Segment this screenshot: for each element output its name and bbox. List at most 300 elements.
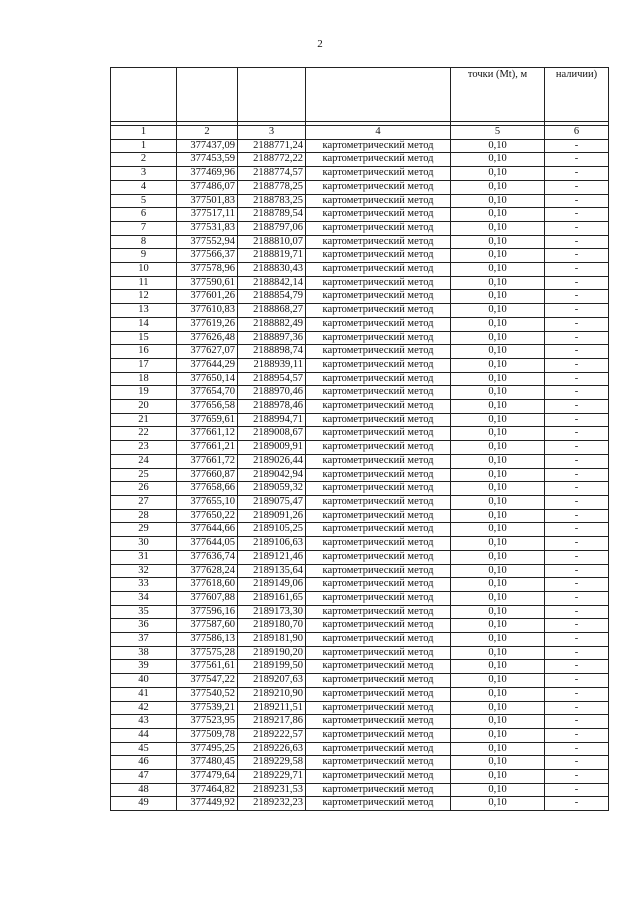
table-row — [111, 358, 609, 372]
point-number-cell: 47 — [111, 770, 177, 784]
method-cell: картометрический метод — [306, 386, 451, 400]
note-cell: - — [545, 331, 609, 345]
note-cell: - — [545, 454, 609, 468]
column-number: 2 — [177, 126, 238, 140]
accuracy-cell: 0,10 — [451, 783, 545, 797]
point-number-cell: 10 — [111, 263, 177, 277]
point-number-cell: 18 — [111, 372, 177, 386]
accuracy-cell: 0,10 — [451, 687, 545, 701]
point-number-cell: 19 — [111, 386, 177, 400]
table-row — [111, 413, 609, 427]
method-cell: картометрический метод — [306, 194, 451, 208]
note-cell: - — [545, 345, 609, 359]
accuracy-cell: 0,10 — [451, 605, 545, 619]
x-coordinate-cell: 377531,83 — [177, 221, 238, 235]
method-cell: картометрический метод — [306, 304, 451, 318]
point-number-cell: 35 — [111, 605, 177, 619]
table-row — [111, 783, 609, 797]
column-number: 3 — [238, 126, 306, 140]
method-cell: картометрический метод — [306, 331, 451, 345]
table-row — [111, 304, 609, 318]
note-cell: - — [545, 482, 609, 496]
column-number: 4 — [306, 126, 451, 140]
x-coordinate-cell: 377590,61 — [177, 276, 238, 290]
accuracy-cell: 0,10 — [451, 523, 545, 537]
y-coordinate-cell: 2189210,90 — [238, 687, 306, 701]
point-number-cell: 43 — [111, 715, 177, 729]
y-coordinate-cell: 2189026,44 — [238, 454, 306, 468]
table-row — [111, 345, 609, 359]
note-cell: - — [545, 358, 609, 372]
method-cell: картометрический метод — [306, 235, 451, 249]
note-cell: - — [545, 495, 609, 509]
note-cell: - — [545, 715, 609, 729]
point-number-cell: 28 — [111, 509, 177, 523]
accuracy-cell: 0,10 — [451, 454, 545, 468]
x-coordinate-cell: 377619,26 — [177, 317, 238, 331]
note-cell: - — [545, 742, 609, 756]
table-row — [111, 770, 609, 784]
table-row — [111, 509, 609, 523]
y-coordinate-cell: 2189075,47 — [238, 495, 306, 509]
table-row — [111, 715, 609, 729]
x-coordinate-cell: 377501,83 — [177, 194, 238, 208]
x-coordinate-cell: 377453,59 — [177, 153, 238, 167]
table-row — [111, 468, 609, 482]
table-header-row — [111, 68, 609, 122]
accuracy-cell: 0,10 — [451, 633, 545, 647]
note-cell: - — [545, 550, 609, 564]
y-coordinate-cell: 2189199,50 — [238, 660, 306, 674]
accuracy-cell: 0,10 — [451, 591, 545, 605]
note-cell: - — [545, 413, 609, 427]
table-row — [111, 167, 609, 181]
point-number-cell: 22 — [111, 427, 177, 441]
x-coordinate-cell: 377644,29 — [177, 358, 238, 372]
header-cell-3 — [238, 68, 306, 122]
accuracy-cell: 0,10 — [451, 646, 545, 660]
y-coordinate-cell: 2189106,63 — [238, 537, 306, 551]
y-coordinate-cell: 2189180,70 — [238, 619, 306, 633]
x-coordinate-cell: 377644,66 — [177, 523, 238, 537]
page-number: 2 — [317, 38, 323, 50]
table-row — [111, 550, 609, 564]
method-cell: картометрический метод — [306, 578, 451, 592]
accuracy-cell: 0,10 — [451, 139, 545, 153]
note-cell: - — [545, 263, 609, 277]
point-number-cell: 31 — [111, 550, 177, 564]
note-cell: - — [545, 646, 609, 660]
accuracy-cell: 0,10 — [451, 180, 545, 194]
table-row — [111, 263, 609, 277]
x-coordinate-cell: 377661,12 — [177, 427, 238, 441]
x-coordinate-cell: 377561,61 — [177, 660, 238, 674]
y-coordinate-cell: 2188778,25 — [238, 180, 306, 194]
accuracy-cell: 0,10 — [451, 701, 545, 715]
accuracy-cell: 0,10 — [451, 550, 545, 564]
note-cell: - — [545, 249, 609, 263]
note-cell: - — [545, 180, 609, 194]
accuracy-cell: 0,10 — [451, 358, 545, 372]
note-cell: - — [545, 564, 609, 578]
x-coordinate-cell: 377575,28 — [177, 646, 238, 660]
table-row — [111, 646, 609, 660]
y-coordinate-cell: 2189231,53 — [238, 783, 306, 797]
x-coordinate-cell: 377464,82 — [177, 783, 238, 797]
note-cell: - — [545, 400, 609, 414]
y-coordinate-cell: 2189229,71 — [238, 770, 306, 784]
point-number-cell: 27 — [111, 495, 177, 509]
method-cell: картометрический метод — [306, 742, 451, 756]
point-number-cell: 11 — [111, 276, 177, 290]
note-cell: - — [545, 208, 609, 222]
table-row — [111, 427, 609, 441]
method-cell: картометрический метод — [306, 783, 451, 797]
point-number-cell: 42 — [111, 701, 177, 715]
x-coordinate-cell: 377479,64 — [177, 770, 238, 784]
x-coordinate-cell: 377587,60 — [177, 619, 238, 633]
table-row — [111, 495, 609, 509]
method-cell: картометрический метод — [306, 797, 451, 811]
point-number-cell: 5 — [111, 194, 177, 208]
x-coordinate-cell: 377578,96 — [177, 263, 238, 277]
accuracy-cell: 0,10 — [451, 674, 545, 688]
note-cell: - — [545, 304, 609, 318]
accuracy-cell: 0,10 — [451, 276, 545, 290]
point-number-cell: 44 — [111, 728, 177, 742]
x-coordinate-cell: 377586,13 — [177, 633, 238, 647]
x-coordinate-cell: 377552,94 — [177, 235, 238, 249]
y-coordinate-cell: 2189211,51 — [238, 701, 306, 715]
method-cell: картометрический метод — [306, 400, 451, 414]
note-cell: - — [545, 153, 609, 167]
table-row — [111, 180, 609, 194]
coordinates-table — [110, 67, 609, 811]
y-coordinate-cell: 2188789,54 — [238, 208, 306, 222]
x-coordinate-cell: 377661,72 — [177, 454, 238, 468]
note-cell: - — [545, 167, 609, 181]
table-row — [111, 400, 609, 414]
header-cell-2 — [177, 68, 238, 122]
point-number-cell: 14 — [111, 317, 177, 331]
accuracy-cell: 0,10 — [451, 372, 545, 386]
point-number-cell: 23 — [111, 441, 177, 455]
note-cell: - — [545, 276, 609, 290]
point-number-cell: 17 — [111, 358, 177, 372]
table-row — [111, 674, 609, 688]
table-row — [111, 221, 609, 235]
point-number-cell: 41 — [111, 687, 177, 701]
accuracy-cell: 0,10 — [451, 331, 545, 345]
method-cell: картометрический метод — [306, 180, 451, 194]
x-coordinate-cell: 377449,92 — [177, 797, 238, 811]
table-row — [111, 317, 609, 331]
header-cell-4 — [306, 68, 451, 122]
note-cell: - — [545, 783, 609, 797]
table-row — [111, 235, 609, 249]
point-number-cell: 48 — [111, 783, 177, 797]
accuracy-cell: 0,10 — [451, 756, 545, 770]
point-number-cell: 45 — [111, 742, 177, 756]
x-coordinate-cell: 377655,10 — [177, 495, 238, 509]
method-cell: картометрический метод — [306, 715, 451, 729]
x-coordinate-cell: 377626,48 — [177, 331, 238, 345]
y-coordinate-cell: 2189229,58 — [238, 756, 306, 770]
accuracy-cell: 0,10 — [451, 728, 545, 742]
note-cell: - — [545, 139, 609, 153]
point-number-cell: 20 — [111, 400, 177, 414]
method-cell: картометрический метод — [306, 276, 451, 290]
point-number-cell: 9 — [111, 249, 177, 263]
x-coordinate-cell: 377540,52 — [177, 687, 238, 701]
point-number-cell: 15 — [111, 331, 177, 345]
note-cell: - — [545, 221, 609, 235]
table-row — [111, 742, 609, 756]
x-coordinate-cell: 377636,74 — [177, 550, 238, 564]
y-coordinate-cell: 2189042,94 — [238, 468, 306, 482]
accuracy-cell: 0,10 — [451, 578, 545, 592]
table-row — [111, 537, 609, 551]
x-coordinate-cell: 377437,09 — [177, 139, 238, 153]
point-number-cell: 3 — [111, 167, 177, 181]
x-coordinate-cell: 377566,37 — [177, 249, 238, 263]
x-coordinate-cell: 377627,07 — [177, 345, 238, 359]
method-cell: картометрический метод — [306, 454, 451, 468]
method-cell: картометрический метод — [306, 317, 451, 331]
accuracy-cell: 0,10 — [451, 249, 545, 263]
method-cell: картометрический метод — [306, 345, 451, 359]
x-coordinate-cell: 377654,70 — [177, 386, 238, 400]
accuracy-cell: 0,10 — [451, 715, 545, 729]
x-coordinate-cell: 377601,26 — [177, 290, 238, 304]
point-number-cell: 6 — [111, 208, 177, 222]
accuracy-cell: 0,10 — [451, 400, 545, 414]
method-cell: картометрический метод — [306, 468, 451, 482]
x-coordinate-cell: 377658,66 — [177, 482, 238, 496]
point-number-cell: 8 — [111, 235, 177, 249]
note-cell: - — [545, 509, 609, 523]
table-row — [111, 591, 609, 605]
point-number-cell: 16 — [111, 345, 177, 359]
note-cell: - — [545, 660, 609, 674]
accuracy-cell: 0,10 — [451, 797, 545, 811]
note-cell: - — [545, 605, 609, 619]
y-coordinate-cell: 2189173,30 — [238, 605, 306, 619]
method-cell: картометрический метод — [306, 674, 451, 688]
header-cell-6: наличии) — [545, 68, 609, 122]
table-row — [111, 619, 609, 633]
method-cell: картометрический метод — [306, 221, 451, 235]
accuracy-cell: 0,10 — [451, 495, 545, 509]
method-cell: картометрический метод — [306, 441, 451, 455]
method-cell: картометрический метод — [306, 550, 451, 564]
table-row — [111, 153, 609, 167]
note-cell: - — [545, 441, 609, 455]
y-coordinate-cell: 2189105,25 — [238, 523, 306, 537]
x-coordinate-cell: 377656,58 — [177, 400, 238, 414]
table-row — [111, 139, 609, 153]
note-cell: - — [545, 770, 609, 784]
y-coordinate-cell: 2188978,46 — [238, 400, 306, 414]
method-cell: картометрический метод — [306, 139, 451, 153]
accuracy-cell: 0,10 — [451, 468, 545, 482]
point-number-cell: 34 — [111, 591, 177, 605]
table-row — [111, 605, 609, 619]
table-row — [111, 578, 609, 592]
method-cell: картометрический метод — [306, 290, 451, 304]
point-number-cell: 30 — [111, 537, 177, 551]
accuracy-cell: 0,10 — [451, 208, 545, 222]
y-coordinate-cell: 2188897,36 — [238, 331, 306, 345]
method-cell: картометрический метод — [306, 509, 451, 523]
x-coordinate-cell: 377509,78 — [177, 728, 238, 742]
table-row — [111, 797, 609, 811]
note-cell: - — [545, 468, 609, 482]
x-coordinate-cell: 377628,24 — [177, 564, 238, 578]
point-number-cell: 25 — [111, 468, 177, 482]
table-row — [111, 372, 609, 386]
point-number-cell: 4 — [111, 180, 177, 194]
method-cell: картометрический метод — [306, 591, 451, 605]
coordinates-table-body — [111, 68, 609, 811]
method-cell: картометрический метод — [306, 523, 451, 537]
method-cell: картометрический метод — [306, 249, 451, 263]
note-cell: - — [545, 317, 609, 331]
method-cell: картометрический метод — [306, 482, 451, 496]
x-coordinate-cell: 377486,07 — [177, 180, 238, 194]
point-number-cell: 1 — [111, 139, 177, 153]
point-number-cell: 38 — [111, 646, 177, 660]
note-cell: - — [545, 797, 609, 811]
method-cell: картометрический метод — [306, 605, 451, 619]
table-row — [111, 194, 609, 208]
accuracy-cell: 0,10 — [451, 221, 545, 235]
x-coordinate-cell: 377660,87 — [177, 468, 238, 482]
y-coordinate-cell: 2188797,06 — [238, 221, 306, 235]
note-cell: - — [545, 537, 609, 551]
note-cell: - — [545, 427, 609, 441]
point-number-cell: 7 — [111, 221, 177, 235]
accuracy-cell: 0,10 — [451, 564, 545, 578]
x-coordinate-cell: 377480,45 — [177, 756, 238, 770]
x-coordinate-cell: 377659,61 — [177, 413, 238, 427]
note-cell: - — [545, 728, 609, 742]
method-cell: картометрический метод — [306, 427, 451, 441]
method-cell: картометрический метод — [306, 660, 451, 674]
accuracy-cell: 0,10 — [451, 509, 545, 523]
note-cell: - — [545, 235, 609, 249]
point-number-cell: 39 — [111, 660, 177, 674]
point-number-cell: 37 — [111, 633, 177, 647]
y-coordinate-cell: 2188783,25 — [238, 194, 306, 208]
accuracy-cell: 0,10 — [451, 619, 545, 633]
y-coordinate-cell: 2189181,90 — [238, 633, 306, 647]
accuracy-cell: 0,10 — [451, 413, 545, 427]
y-coordinate-cell: 2188771,24 — [238, 139, 306, 153]
point-number-cell: 40 — [111, 674, 177, 688]
note-cell: - — [545, 674, 609, 688]
accuracy-cell: 0,10 — [451, 482, 545, 496]
y-coordinate-cell: 2188772,22 — [238, 153, 306, 167]
y-coordinate-cell: 2189091,26 — [238, 509, 306, 523]
table-row — [111, 633, 609, 647]
y-coordinate-cell: 2188810,07 — [238, 235, 306, 249]
method-cell: картометрический метод — [306, 728, 451, 742]
x-coordinate-cell: 377495,25 — [177, 742, 238, 756]
point-number-cell: 21 — [111, 413, 177, 427]
note-cell: - — [545, 523, 609, 537]
point-number-cell: 13 — [111, 304, 177, 318]
note-cell: - — [545, 290, 609, 304]
x-coordinate-cell: 377607,88 — [177, 591, 238, 605]
method-cell: картометрический метод — [306, 495, 451, 509]
table-row — [111, 208, 609, 222]
note-cell: - — [545, 619, 609, 633]
y-coordinate-cell: 2188954,57 — [238, 372, 306, 386]
accuracy-cell: 0,10 — [451, 660, 545, 674]
method-cell: картометрический метод — [306, 208, 451, 222]
table-row — [111, 441, 609, 455]
y-coordinate-cell: 2189232,23 — [238, 797, 306, 811]
x-coordinate-cell: 377517,11 — [177, 208, 238, 222]
note-cell: - — [545, 687, 609, 701]
table-row — [111, 249, 609, 263]
x-coordinate-cell: 377650,22 — [177, 509, 238, 523]
table-row — [111, 276, 609, 290]
y-coordinate-cell: 2188819,71 — [238, 249, 306, 263]
y-coordinate-cell: 2189121,46 — [238, 550, 306, 564]
x-coordinate-cell: 377469,96 — [177, 167, 238, 181]
accuracy-cell: 0,10 — [451, 770, 545, 784]
method-cell: картометрический метод — [306, 770, 451, 784]
column-number: 6 — [545, 126, 609, 140]
method-cell: картометрический метод — [306, 646, 451, 660]
x-coordinate-cell: 377596,16 — [177, 605, 238, 619]
y-coordinate-cell: 2189009,91 — [238, 441, 306, 455]
point-number-cell: 33 — [111, 578, 177, 592]
y-coordinate-cell: 2188830,43 — [238, 263, 306, 277]
accuracy-cell: 0,10 — [451, 317, 545, 331]
x-coordinate-cell: 377650,14 — [177, 372, 238, 386]
y-coordinate-cell: 2189149,06 — [238, 578, 306, 592]
x-coordinate-cell: 377644,05 — [177, 537, 238, 551]
table-row — [111, 701, 609, 715]
y-coordinate-cell: 2188882,49 — [238, 317, 306, 331]
table-row — [111, 331, 609, 345]
method-cell: картометрический метод — [306, 564, 451, 578]
x-coordinate-cell: 377610,83 — [177, 304, 238, 318]
point-number-cell: 2 — [111, 153, 177, 167]
note-cell: - — [545, 578, 609, 592]
table-row — [111, 386, 609, 400]
note-cell: - — [545, 756, 609, 770]
column-number-row — [111, 126, 609, 140]
accuracy-cell: 0,10 — [451, 167, 545, 181]
y-coordinate-cell: 2188970,46 — [238, 386, 306, 400]
point-number-cell: 26 — [111, 482, 177, 496]
point-number-cell: 32 — [111, 564, 177, 578]
point-number-cell: 36 — [111, 619, 177, 633]
method-cell: картометрический метод — [306, 619, 451, 633]
y-coordinate-cell: 2189190,20 — [238, 646, 306, 660]
y-coordinate-cell: 2188868,27 — [238, 304, 306, 318]
table-row — [111, 660, 609, 674]
method-cell: картометрический метод — [306, 372, 451, 386]
method-cell: картометрический метод — [306, 167, 451, 181]
accuracy-cell: 0,10 — [451, 441, 545, 455]
accuracy-cell: 0,10 — [451, 345, 545, 359]
point-number-cell: 12 — [111, 290, 177, 304]
